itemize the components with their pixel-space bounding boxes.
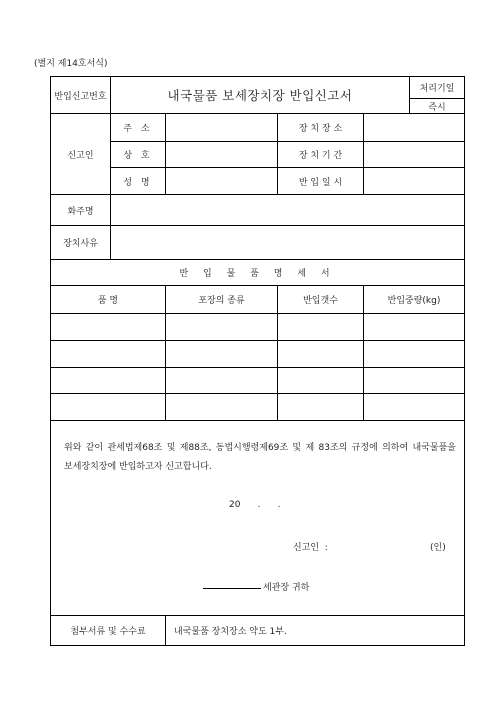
- owner-field[interactable]: [111, 195, 464, 225]
- column-header-quantity: 반입갯수: [303, 296, 338, 306]
- declarant-group-label: 신고인: [67, 150, 94, 161]
- customs-office-blank[interactable]: [203, 588, 261, 589]
- attachments-value: 내국물품 장치장소 약도 1부.: [174, 627, 287, 637]
- owner-label: 화주명: [67, 206, 94, 217]
- weight-cell[interactable]: [364, 314, 464, 340]
- signer-label: 신고인 :: [293, 543, 328, 553]
- trade-name-label: 상 호: [123, 151, 153, 161]
- storage-period-label: 장 치 기 간: [298, 151, 343, 161]
- attachments-label: 첨부서류 및 수수료: [70, 627, 146, 637]
- weight-cell[interactable]: [364, 394, 464, 420]
- column-header-item-name: 품 명: [97, 296, 119, 306]
- form-number: (별지 제14호서식): [34, 59, 108, 69]
- trade-name-field[interactable]: [166, 142, 277, 167]
- column-header-package-type: 포장의 종류: [198, 296, 245, 306]
- receipt-number-label: 반입신고번호: [54, 91, 107, 102]
- column-header-weight: 반입중량(kg): [387, 296, 441, 306]
- package-type-cell[interactable]: [166, 341, 277, 367]
- item-name-cell[interactable]: [51, 341, 165, 367]
- item-name-cell[interactable]: [51, 368, 165, 393]
- storage-reason-label: 장치사유: [63, 239, 98, 249]
- declaration-date[interactable]: 20 . .: [229, 500, 281, 510]
- processing-period-label: 처리기일: [419, 84, 455, 94]
- package-type-cell[interactable]: [166, 314, 277, 340]
- form-title: 내국물품 보세장치장 반입신고서: [167, 88, 353, 103]
- quantity-cell[interactable]: [278, 394, 363, 420]
- quantity-cell[interactable]: [278, 314, 363, 340]
- name-label: 성 명: [123, 177, 153, 188]
- items-section-title: 반 입 물 품 명 세 서: [179, 269, 336, 279]
- weight-cell[interactable]: [364, 368, 464, 393]
- quantity-cell[interactable]: [278, 341, 363, 367]
- address-field[interactable]: [166, 114, 277, 141]
- item-name-cell[interactable]: [51, 394, 165, 420]
- storage-reason-field[interactable]: [111, 226, 464, 259]
- storage-place-label: 장 치 장 소: [298, 124, 343, 134]
- addressee: 세관장 귀하: [263, 583, 310, 593]
- name-field[interactable]: [166, 168, 277, 194]
- processing-period-value: 즉시: [428, 102, 446, 113]
- item-name-cell[interactable]: [51, 314, 165, 340]
- declaration-statement: 위와 같이 관세법제68조 및 제88조, 동법시행령제69조 및 제 83조의 규정에 의하여 내국물품을 보세장치장에 반입하고자 신고합니다.: [64, 443, 456, 472]
- storage-period-field[interactable]: [364, 142, 464, 167]
- package-type-cell[interactable]: [166, 368, 277, 393]
- seal-mark: (인): [430, 543, 446, 553]
- address-label: 주 소: [123, 124, 153, 134]
- storage-place-field[interactable]: [364, 114, 464, 141]
- weight-cell[interactable]: [364, 341, 464, 367]
- entry-date-field[interactable]: [364, 168, 464, 194]
- package-type-cell[interactable]: [166, 394, 277, 420]
- quantity-cell[interactable]: [278, 368, 363, 393]
- entry-date-label: 반 입 일 시: [298, 177, 343, 188]
